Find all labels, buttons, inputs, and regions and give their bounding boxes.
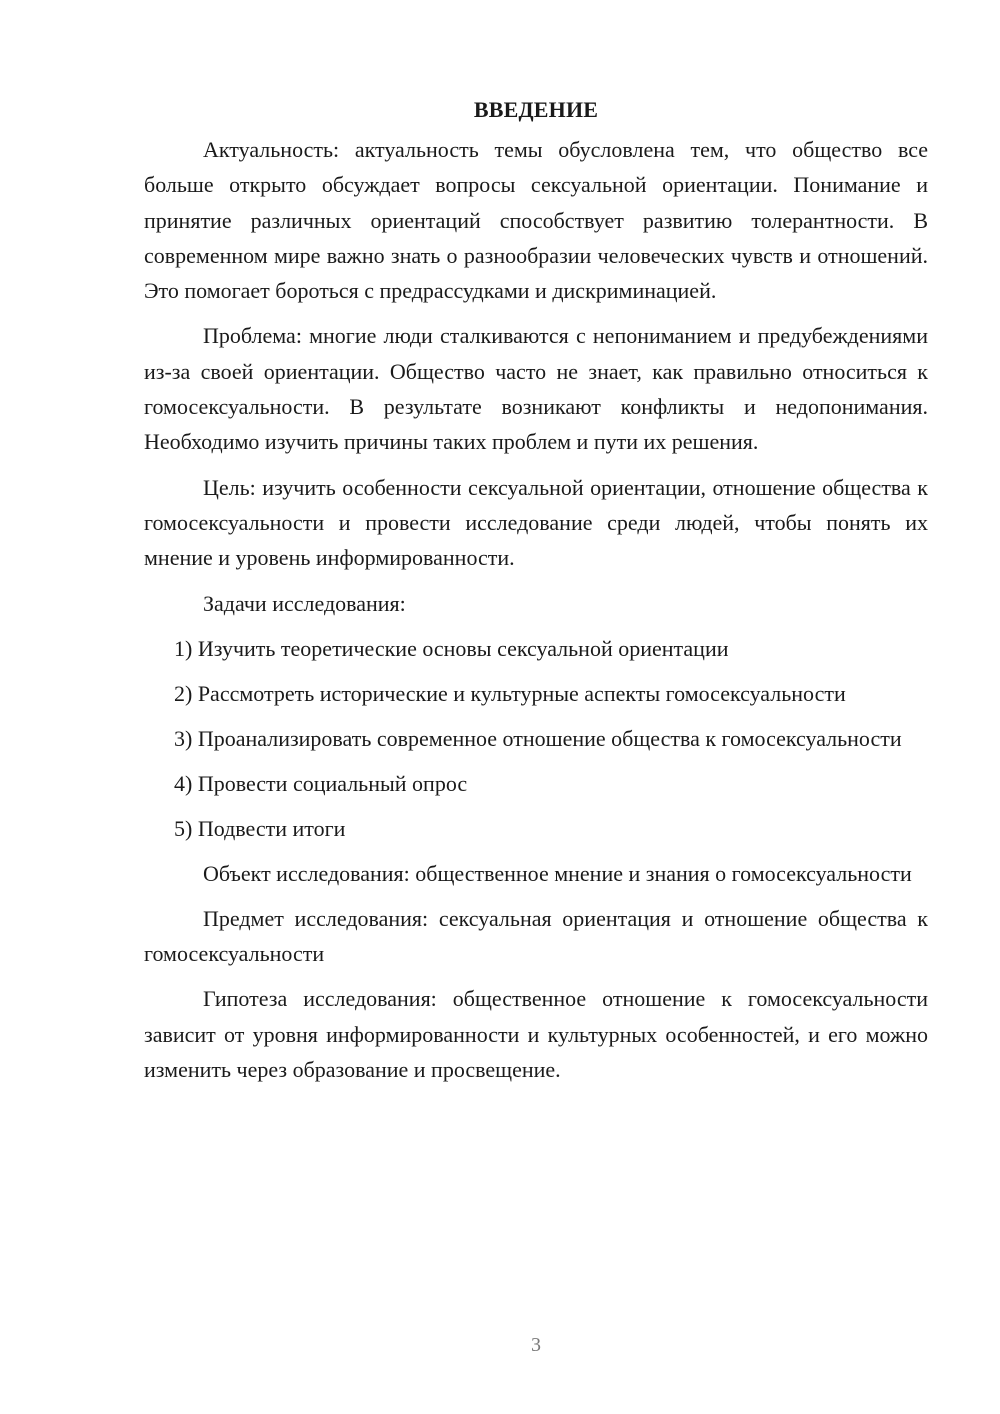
paragraph-object: Объект исследования: общественное мнение и знания о гомосексуальности [203,860,912,886]
tasks-title: Задачи исследования: [203,590,406,616]
paragraph-relevance: Актуальность: актуальность темы обусловлена тем, что общество все больше открыто обсуждает вопросы сексуальной ориентации. Понимание и принятие различных ориентаций способствует развитию толерантности. В современном мире важно знать о разнообразии человеческих чувств и отношений. Это помогает бороться с предрассудками и дискриминацией. [144,137,928,304]
task-item-4: 4) Провести социальный опрос [174,770,468,796]
task-item-5: 5) Подвести итоги [174,815,346,841]
task-item-1: 1) Изучить теоретические основы сексуальной ориентации [174,635,729,661]
task-item-3: 3) Проанализировать современное отношение общества к гомосексуальности [174,725,902,751]
paragraph-subject: Предмет исследования: сексуальная ориентация и отношение общества к гомосексуальности [144,905,928,967]
page-title: ВВЕДЕНИЕ [473,97,599,122]
paragraph-problem: Проблема: многие люди сталкиваются с непониманием и предубеждениями из-за своей ориентации. Общество часто не знает, как правильно относиться к гомосексуальности. В результате возникают конфликты и недопонимания. Необходимо изучить причины таких проблем и пути их решения. [144,323,928,455]
page-number: 3 [531,1334,541,1356]
task-item-2: 2) Рассмотреть исторические и культурные аспекты гомосексуальности [174,680,846,706]
paragraph-hypothesis: Гипотеза исследования: общественное отношение к гомосексуальности зависит от уровня информированности и культурных особенностей, и его можно изменить через образование и просвещение. [144,986,928,1083]
document-page [144,92,928,1097]
paragraph-goal: Цель: изучить особенности сексуальной ориентации, отношение общества к гомосексуальности и провести исследование среди людей, чтобы понять их мнение и уровень информированности. [144,474,928,571]
